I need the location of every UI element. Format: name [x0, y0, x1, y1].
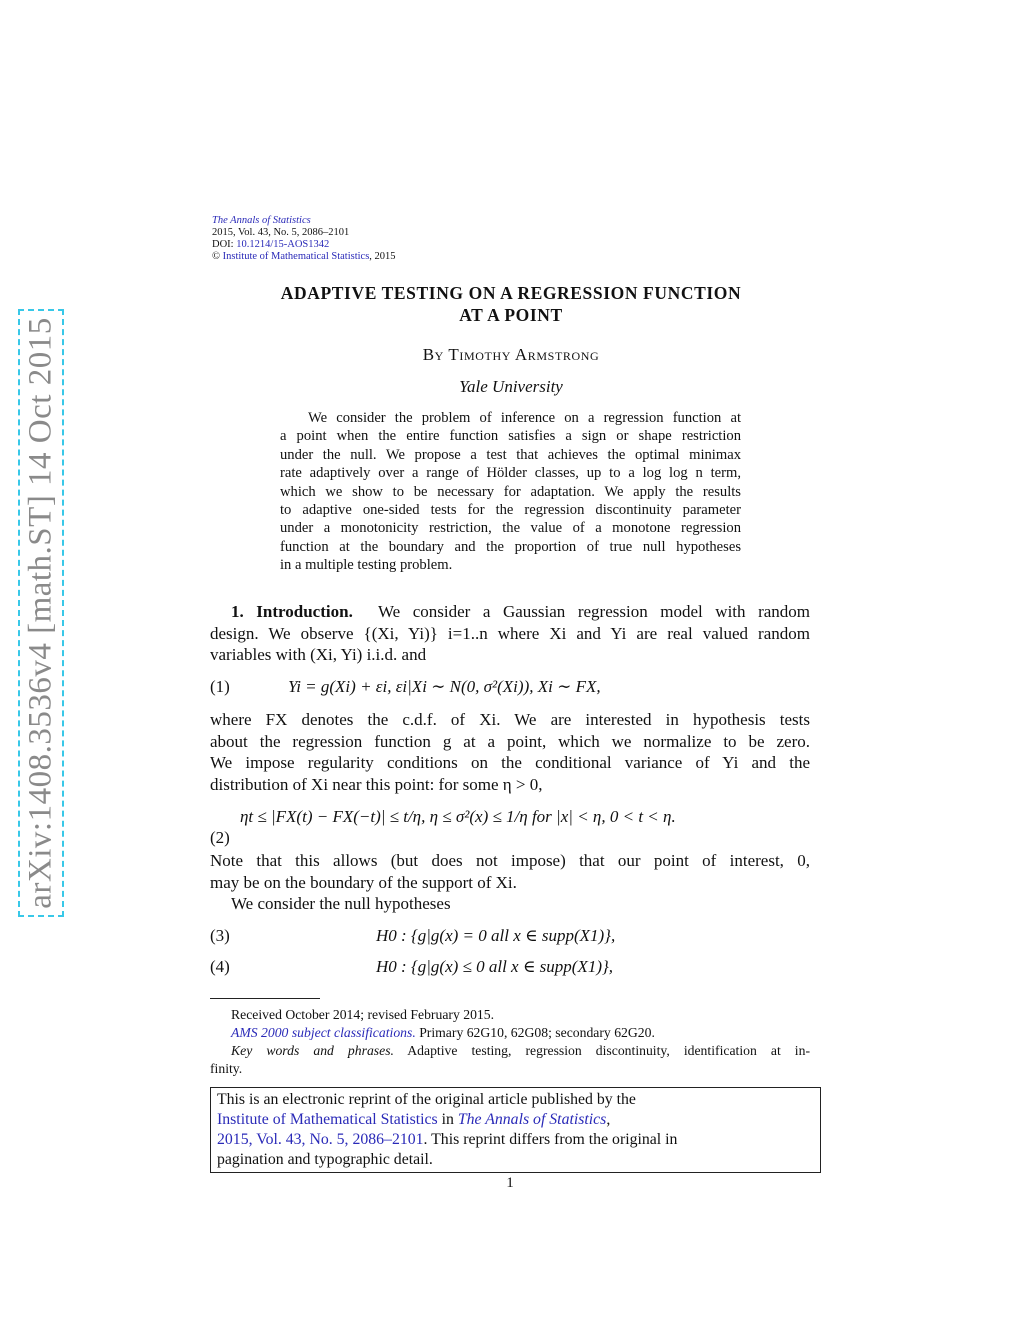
doi-link[interactable]: 10.1214/15-AOS1342: [236, 239, 330, 250]
equation-4: [210, 957, 810, 981]
reprint-line: Institute of Mathematical Statistics in The Annals of Statistics,: [217, 1111, 611, 1128]
abstract-line: which we show to be necessary for adaptation. We apply the results: [280, 483, 741, 500]
ams-classification-link[interactable]: AMS 2000 subject classifications.: [231, 1025, 416, 1040]
equation-1: [210, 677, 810, 701]
ams-classification: AMS 2000 subject classifications. Primary 62G10, 62G08; secondary 62G20.: [231, 1025, 655, 1040]
keywords-line: Key words and phrases. Adaptive testing, regression discontinuity, identification at in-: [231, 1043, 811, 1058]
abstract-line: We consider the problem of inference on a regression function at: [308, 410, 741, 426]
doi-label: DOI:: [212, 239, 234, 250]
ims-reprint-link[interactable]: Institute of Mathematical Statistics: [217, 1111, 438, 1128]
journal-header: [212, 215, 396, 263]
intro-line: We impose regularity conditions on the conditional variance of Yi and the: [210, 753, 810, 773]
equation-3: [210, 926, 810, 950]
arxiv-stamp-text: arXiv:1408.3536v4 [math.ST] 14 Oct 2015: [22, 317, 59, 909]
intro-line: Note that this allows (but does not impose) that our point of interest, 0,: [210, 851, 810, 870]
intro-line: distribution of Xi near this point: for some η > 0,: [210, 774, 543, 794]
abstract-line: function at the boundary and the proportion of true null hypotheses: [280, 538, 741, 555]
journal-name-link[interactable]: The Annals of Statistics: [212, 215, 311, 226]
abstract-line: to adaptive one-sided tests for the regression discontinuity parameter: [280, 502, 741, 519]
title-line-2: AT A POINT: [459, 305, 563, 325]
equation-number: (2): [210, 828, 230, 847]
journal-reprint-link[interactable]: The Annals of Statistics: [457, 1111, 607, 1128]
equation-content: H0 : {g|g(x) ≤ 0 all x ∈ supp(X1)},: [376, 957, 614, 976]
arxiv-side-stamp: [18, 309, 64, 917]
abstract-line: in a multiple testing problem.: [280, 557, 453, 574]
equation-2-number-row: [210, 828, 810, 852]
reprint-line: 2015, Vol. 43, No. 5, 2086–2101. This reprint differs from the original in: [217, 1131, 678, 1148]
intro-paragraph-3: [210, 850, 810, 915]
ims-link[interactable]: Institute of Mathematical Statistics: [222, 251, 370, 262]
abstract: [280, 409, 741, 575]
equation-number: (1): [210, 677, 230, 696]
section-heading: 1. Introduction.: [231, 602, 353, 621]
paper-title: [212, 282, 810, 326]
keywords-label: Key words and phrases.: [231, 1043, 394, 1058]
equation-content: ηt ≤ |FX(t) − FX(−t)| ≤ t/η, η ≤ σ²(x) ≤ 1/η for |x| < η, 0 < t < η.: [240, 807, 676, 826]
equation-content: H0 : {g|g(x) = 0 all x ∈ supp(X1)},: [376, 926, 616, 945]
reprint-line: pagination and typographic detail.: [217, 1151, 433, 1168]
intro-line: 1. Introduction. We consider a Gaussian regression model with random: [231, 602, 811, 621]
intro-line: We consider the null hypotheses: [231, 894, 451, 914]
doi-line: [212, 239, 396, 251]
keywords-line-2: finity.: [210, 1061, 243, 1076]
page-number: 1: [506, 1175, 514, 1191]
equation-content: Yi = g(Xi) + εi, εi|Xi ∼ N(0, σ²(Xi)), Xi ∼ FX,: [288, 677, 601, 696]
abstract-line: under a monotonicity restriction, the value of a monotone regression: [280, 520, 741, 537]
intro-line: variables with (Xi, Yi) i.i.d. and: [210, 645, 427, 665]
volume-reprint-link[interactable]: 2015, Vol. 43, No. 5, 2086–2101: [217, 1131, 424, 1148]
intro-paragraph-1: [210, 601, 810, 666]
intro-line: design. We observe {(Xi, Yi)} i=1..n where Xi and Yi are real valued random: [210, 623, 810, 643]
author-name: By Timothy Armstrong: [422, 345, 600, 364]
author-affiliation: Yale University: [459, 377, 563, 396]
reprint-line: This is an electronic reprint of the original article published by the: [217, 1091, 636, 1108]
footnotes: [210, 1006, 810, 1078]
equation-number: (3): [210, 926, 230, 945]
abstract-line: under the null. We propose a test that achieves the optimal minimax: [280, 446, 741, 463]
abstract-line: a point when the entire function satisfies a sign or shape restriction: [280, 428, 741, 445]
copyright-year: , 2015: [369, 251, 396, 262]
intro-line: may be on the boundary of the support of Xi.: [210, 872, 517, 892]
title-line-1: ADAPTIVE TESTING ON A REGRESSION FUNCTION: [280, 283, 742, 303]
intro-paragraph-2: [210, 709, 810, 795]
received-note: Received October 2014; revised February 2015.: [231, 1007, 495, 1022]
journal-volume: 2015, Vol. 43, No. 5, 2086–2101: [212, 227, 350, 238]
intro-line: about the regression function g at a point, which we normalize to be zero.: [210, 731, 810, 751]
intro-line: where FX denotes the c.d.f. of Xi. We are interested in hypothesis tests: [210, 710, 810, 729]
copyright-symbol: ©: [212, 251, 220, 262]
copyright-line: [212, 251, 396, 263]
footnote-rule: [210, 998, 320, 999]
abstract-line: rate adaptively over a range of Hölder classes, up to a log log n term,: [280, 465, 741, 482]
reprint-notice-box: [210, 1087, 821, 1173]
equation-number: (4): [210, 957, 230, 976]
